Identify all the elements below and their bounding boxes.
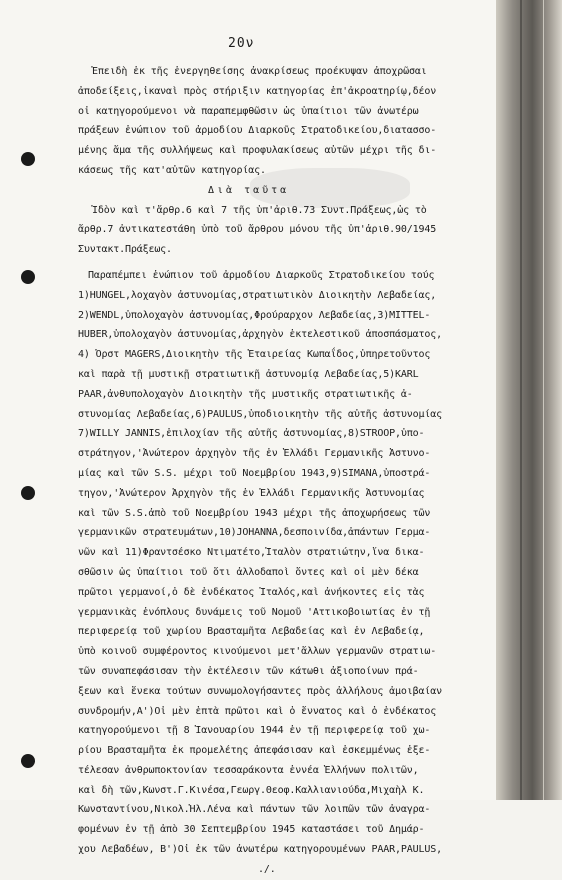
text-line: οἱ κατηγορούμενοι νὰ παραπεμφθῶσιν ὡς ὑπαίτιοι τῶν ἀνωτέρω: [78, 105, 419, 117]
text-line: HUBER,ὑπολοχαγὸν ἀστυνομίας,ἀρχηγὸν ἐκτελεστικοῦ ἀποσπάσματος,: [78, 329, 442, 341]
text-line: κάσεως τῆς κατ'αὐτῶν κατηγορίας.: [78, 164, 266, 176]
text-line: ρίου Βρασταμῆτα ἐκ προμελέτης ἀπεφάσισαν καὶ ἐσκεμμένως ἐξε-: [78, 745, 431, 757]
text-line: φομένων ἐν τῇ ἀπὸ 30 Σεπτεμβρίου 1945 καταστάσει τοῦ Δημάρ-: [78, 824, 425, 836]
section-heading: Διὰ ταῦτα: [208, 184, 290, 196]
text-line: μένης ἅμα τῆς συλλήψεως καὶ προφυλακίσεως αὐτῶν μέχρι τῆς δι-: [78, 145, 437, 157]
text-line: ξεων καὶ ἕνεκα τούτων συνωμολογήσαντες πρὸς ἀλλήλους ἀμοιβαίαν: [78, 685, 442, 697]
text-line: Παραπέμπει ἐνώπιον τοῦ ἁρμοδίου Διαρκοῦς Στρατοδικείου τούς: [88, 269, 435, 281]
text-line: 2)WENDL,ὑπολοχαγὸν ἀστυνομίας,Φρούραρχον Λεβαδείας,3)MITTEL-: [78, 309, 431, 321]
text-line: σθῶσιν ὡς ὑπαίτιοι τοῦ ὅτι ἀλλοδαποὶ ὄντες καὶ οἱ μὲν δέκα: [78, 566, 419, 578]
text-line: Ἰδὸν καὶ τ'ἄρθρ.6 καὶ 7 τῆς ὑπ'ἀριθ.73 Συντ.Πράξεως,ὡς τὸ: [92, 204, 427, 216]
text-line: πράξεων ἐνώπιον τοῦ ἁρμοδίου Διαρκοῦς Στρατοδικείου,διατασσο-: [78, 125, 437, 137]
text-line: ἄρθρ.7 ἀντικατεστάθη ὑπὸ τοῦ ἄρθρου μόνου τῆς ὑπ'ἀριθ.90/1945: [78, 224, 437, 236]
text-line: τῶν συναπεφάσισαν τὴν ἐκτέλεσιν τῶν κάτωθι ἀξιοποίνων πρά-: [78, 665, 419, 677]
document-body: [78, 62, 508, 880]
punch-hole: [21, 270, 35, 284]
text-line: στράτηγον,'Ἀνώτερον ἀρχηγὸν τῆς ἐν Ἑλλάδι Γερμανικῆς Ἀστυνο-: [78, 448, 431, 460]
text-line: συνδρομήν,Α')Οἱ μὲν ἑπτὰ πρῶτοι καὶ ὁ ἔννατος καὶ ὁ ἑνδέκατος: [78, 705, 437, 717]
text-line: 1)HUNGEL,λοχαγὸν ἀστυνομίας,στρατιωτικὸν Διοικητὴν Λεβαδείας,: [78, 289, 437, 301]
page-number: 20ν: [228, 36, 255, 51]
text-line: μίας καὶ τῶν S.S. μέχρι τοῦ Νοεμβρίου 1943,9)SIMANA,ὑποστρά-: [78, 467, 431, 479]
text-line: καὶ δὴ τῶν,Κωνστ.Γ.Κινέσα,Γεωργ.Θεοφ.Καλλιανιούδα,Μιχαὴλ Κ.: [78, 784, 425, 796]
text-line: περιφερείᾳ τοῦ χωρίου Βρασταμῆτα Λεβαδείας καὶ ἐν Λεβαδείᾳ,: [78, 626, 425, 638]
text-line: κατηγορούμενοι τῇ 8 Ἰανουαρίου 1944 ἐν τῇ περιφερείᾳ τοῦ χω-: [78, 725, 431, 737]
text-line: τηγον,'Ἀνώτερον Ἀρχηγὸν τῆς ἐν Ἑλλάδι Γερμανικῆς Ἀστυνομίας: [78, 487, 425, 499]
text-line: ἀποδείξεις,ἱκαναὶ πρὸς στήριξιν κατηγορίας ἐπ'ἀκροατηρίῳ,δέον: [78, 85, 437, 97]
text-line: Ἐπειδὴ ἐκ τῆς ἐνεργηθείσης ἀνακρίσεως προέκυψαν ἀποχρῶσαι: [92, 66, 427, 77]
text-line: γερμανικὰς ἐνόπλους δυνάμεις τοῦ Νομοῦ 'Αττικοβοιωτίας ἐν τῇ: [78, 606, 431, 618]
text-line: καὶ τῶν S.S.ἀπὸ τοῦ Νοεμβρίου 1943 μέχρι τῆς ἀποχωρήσεως τῶν: [78, 507, 431, 519]
text-line: PAAR,ἀνθυπολοχαγὸν Διοικητὴν τῆς μυστικῆς στρατιωτικῆς ἀ-: [78, 388, 413, 400]
text-line: γερμανικῶν στρατευμάτων,10)JOHANNA,δεσποινίδα,ἁπάντων Γερμα-: [78, 527, 431, 539]
text-line: νῶν καὶ 11)Φραντσέσκο Ντιματέτο,Ἰταλὸν στρατιώτην,ἵνα δικα-: [78, 547, 425, 559]
text-line: καὶ παρὰ τῇ μυστικῇ στρατιωτικῇ ἀστυνομίᾳ Λεβαδείας,5)KARL: [78, 368, 419, 380]
text-line: χου Λεβαδέων, Β')Οἱ ἐκ τῶν ἀνωτέρω κατηγορουμένων PAAR,PAULUS,: [78, 844, 442, 856]
paper-fold: [520, 0, 522, 800]
text-line: τέλεσαν ἀνθρωποκτονίαν τεσσαράκοντα ἐννέα Ἑλλήνων πολιτῶν,: [78, 764, 419, 776]
text-line: 4) Ὀρστ MAGERS,Διοικητὴν τῆς Ἑταιρείας Κωπαΐδος,ὑπηρετοῦντος: [78, 349, 431, 361]
punch-hole: [21, 754, 35, 768]
text-line: στυνομίας Λεβαδείας,6)PAULUS,ὑποδιοικητὴν τῆς αὐτῆς ἀστυνομίας: [78, 408, 442, 420]
text-line: 7)WILLY JANNIS,ἐπιλοχίαν τῆς αὐτῆς ἀστυνομίας,8)STROOP,ὑπο-: [78, 428, 425, 440]
text-line: Κωνσταντίνου,Νικολ.Ἠλ.Λένα καὶ πάντων τῶν λοιπῶν τῶν ἀναγρα-: [78, 804, 431, 816]
text-line: ὑπὸ κοινοῦ συμφέροντος κινούμενοι μετ'ἄλλων γερμανῶν στρατιω-: [78, 646, 437, 658]
paper-fold-highlight: [543, 0, 544, 800]
text-line: Συντακτ.Πράξεως.: [78, 244, 172, 256]
punch-hole: [21, 486, 35, 500]
text-line: πρῶτοι γερμανοί,ὁ δὲ ἑνδέκατος Ἰταλός,καὶ ἀνήκοντες εἰς τὰς: [78, 586, 425, 598]
continuation-mark: ./.: [258, 863, 276, 875]
punch-hole: [21, 152, 35, 166]
